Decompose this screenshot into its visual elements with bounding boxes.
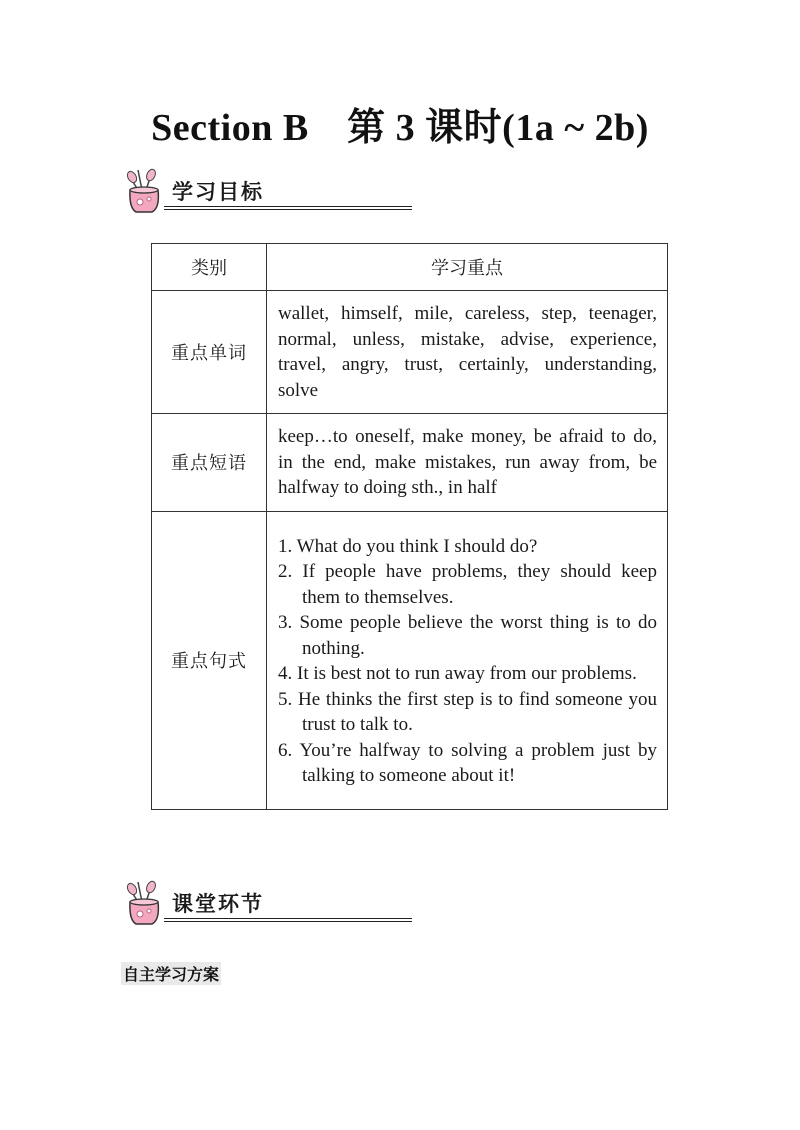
list-item: 5. He thinks the first step is to find someone you trust to talk to. <box>278 688 657 735</box>
list-item: 3. Some people believe the worst thing is to do nothing. <box>278 612 657 659</box>
key-words-text: wallet, himself, mile, careless, step, teenager, normal, unless, mistake, advise, experience, travel, angry, trust, certainly, understanding, solve <box>267 291 668 414</box>
list-item: 4. It is best not to run away from our problems. <box>278 663 637 684</box>
table-header-row <box>152 244 668 291</box>
list-item: 6. You’re halfway to solving a problem just by talking to someone about it! <box>278 739 657 786</box>
header-key-points: 学习重点 <box>267 244 668 291</box>
section-underline <box>164 918 412 922</box>
header-category: 类别 <box>152 244 267 291</box>
table-row <box>152 291 668 414</box>
table-row <box>152 414 668 512</box>
table-row <box>152 511 668 809</box>
list-item: 1. What do you think I should do? <box>278 535 538 557</box>
category-sentences: 重点句式 <box>152 511 267 809</box>
key-phrases-text: keep…to oneself, make money, be afraid to do, in the end, make mistakes, run away from, be halfway to doing sth., in half <box>267 414 668 512</box>
list-item: 2. If people have problems, they should keep them to themselves. <box>278 561 657 608</box>
category-phrases: 重点短语 <box>152 414 267 512</box>
key-sentences-cell <box>267 511 668 809</box>
sentence-list <box>278 534 657 789</box>
section-underline <box>164 206 412 210</box>
section-label-goals: 学习目标 <box>172 180 264 204</box>
pen-cup-icon <box>118 880 170 928</box>
self-study-plan-heading: 自主学习方案 <box>121 962 221 985</box>
category-words: 重点单词 <box>152 291 267 414</box>
page-title: Section B 第 3 课时(1a ~ 2b) <box>151 107 649 149</box>
section-header-goals <box>118 168 298 216</box>
key-points-table <box>151 243 668 810</box>
pen-cup-icon <box>118 168 170 216</box>
section-label-class: 课堂环节 <box>172 892 264 916</box>
section-header-class <box>118 880 298 928</box>
